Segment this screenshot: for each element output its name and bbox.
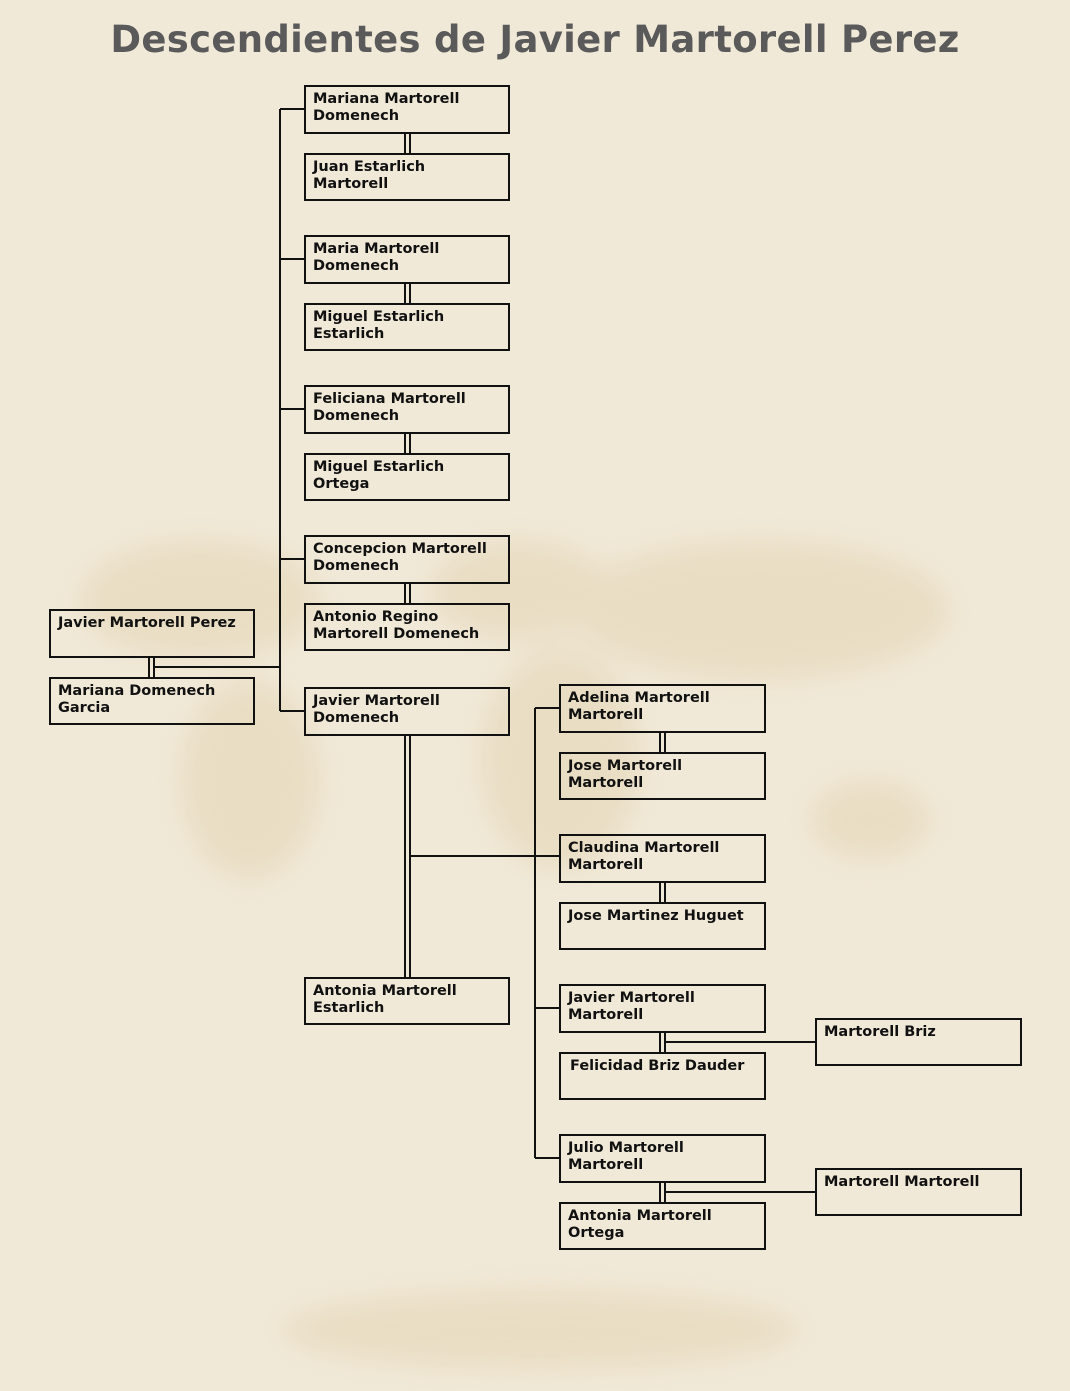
person-box-martorell-martorell: Martorell Martorell: [815, 1168, 1022, 1216]
person-box-grandchild-4-spouse: Antonia Martorell Ortega: [559, 1202, 766, 1250]
person-box-grandchild-1: Adelina Martorell Martorell: [559, 684, 766, 733]
page-title: Descendientes de Javier Martorell Perez: [110, 18, 960, 61]
person-box-grandchild-2: Claudina Martorell Martorell: [559, 834, 766, 883]
person-box-grandchild-1-spouse: Jose Martorell Martorell: [559, 752, 766, 800]
person-box-child-4: Concepcion Martorell Domenech: [304, 535, 510, 584]
person-box-grandchild-2-spouse: Jose Martinez Huguet: [559, 902, 766, 950]
person-box-child-1: Mariana Martorell Domenech: [304, 85, 510, 134]
person-box-mariana-domenech-garcia: Mariana Domenech Garcia: [49, 677, 255, 725]
person-box-grandchild-4: Julio Martorell Martorell: [559, 1134, 766, 1183]
person-box-grandchild-3-spouse: Felicidad Briz Dauder: [559, 1052, 766, 1100]
person-box-child-3-spouse: Miguel Estarlich Ortega: [304, 453, 510, 501]
person-box-child-5-spouse: Antonia Martorell Estarlich: [304, 977, 510, 1025]
person-box-grandchild-3: Javier Martorell Martorell: [559, 984, 766, 1033]
person-box-child-2: Maria Martorell Domenech: [304, 235, 510, 284]
person-box-javier-martorell-perez: Javier Martorell Perez: [49, 609, 255, 658]
person-box-child-2-spouse: Miguel Estarlich Estarlich: [304, 303, 510, 351]
person-box-martorell-briz: Martorell Briz: [815, 1018, 1022, 1066]
person-box-child-4-spouse: Antonio Regino Martorell Domenech: [304, 603, 510, 651]
person-box-child-1-spouse: Juan Estarlich Martorell: [304, 153, 510, 201]
person-box-child-3: Feliciana Martorell Domenech: [304, 385, 510, 434]
person-box-child-5: Javier Martorell Domenech: [304, 687, 510, 736]
